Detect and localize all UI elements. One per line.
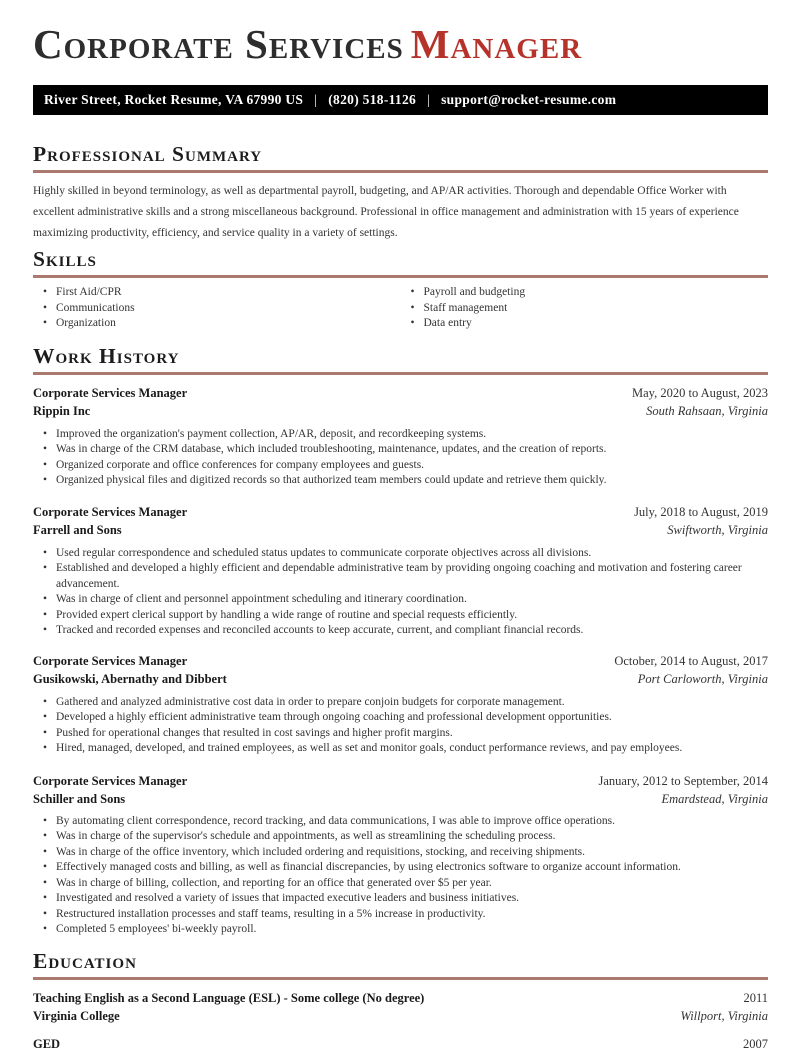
page-title — [33, 21, 768, 67]
education-degree: GED — [33, 1036, 61, 1051]
summary-heading: Professional Summary — [33, 142, 263, 166]
skills-section — [33, 247, 768, 332]
skills-heading: Skills — [33, 247, 97, 271]
contact-address: River Street, Rocket Resume, VA 67990 US — [44, 92, 304, 107]
bullet-item: • Hired, managed, developed, and trained employees, as well as set and monitor goals, conduct performance reviews, and pay employees. — [43, 741, 768, 757]
job-company: Schiller and Sons — [33, 791, 126, 806]
bullet-item: • Established and developed a highly efficient and dependable administrative team by providing ongoing coaching and motivation and fostering career advancement. — [43, 561, 768, 592]
job-title-row — [33, 384, 768, 402]
job-bullet-list — [33, 814, 768, 938]
bullet-item: • Completed 5 employees' bi-weekly payroll. — [43, 922, 768, 938]
bullet-item: • Organized corporate and office conferences for company employees and guests. — [43, 458, 768, 474]
section-rule — [33, 977, 768, 980]
skill-item: • First Aid/CPR — [43, 285, 401, 301]
job-location: Emardstead, Virginia — [661, 791, 768, 806]
skill-item: • Communications — [43, 301, 401, 317]
job-title: Corporate Services Manager — [33, 653, 188, 668]
job-entry — [33, 384, 768, 489]
skills-list — [33, 285, 401, 332]
job-company: Farrell and Sons — [33, 522, 122, 537]
job-entry — [33, 652, 768, 757]
summary-section — [33, 142, 768, 244]
bullet-item: • Was in charge of the office inventory, which included ordering and requisitions, stocking, and receiving shipments. — [43, 845, 768, 861]
job-company-row — [33, 790, 768, 808]
job-bullet-list — [33, 546, 768, 639]
title-primary: Corporate Services — [33, 21, 404, 67]
education-year: 2011 — [743, 990, 768, 1005]
job-title: Corporate Services Manager — [33, 504, 188, 519]
job-title-row — [33, 772, 768, 790]
bullet-item: • Was in charge of billing, collection, and reporting for an office that generated over $5 per year. — [43, 876, 768, 892]
bullet-item: • Gathered and analyzed administrative cost data in order to prepare conjoin budgets for corporate management. — [43, 695, 768, 711]
section-rule — [33, 275, 768, 278]
skill-item: • Organization — [43, 316, 401, 332]
skills-column-right — [401, 285, 769, 332]
job-title: Corporate Services Manager — [33, 773, 188, 788]
education-degree: Teaching English as a Second Language (ESL) - Some college (No degree) — [33, 990, 425, 1005]
bullet-item: • Improved the organization's payment collection, AP/AR, deposit, and recordkeeping systems. — [43, 427, 768, 443]
job-title-row — [33, 503, 768, 521]
bullet-item: • Provided expert clerical support by handling a wide range of routine and special requests efficiently. — [43, 608, 768, 624]
job-company: Gusikowski, Abernathy and Dibbert — [33, 671, 227, 686]
contact-email: support@rocket-resume.com — [441, 92, 617, 107]
job-location: South Rahsaan, Virginia — [646, 403, 768, 418]
education-entry — [33, 1035, 768, 1053]
summary-text: Highly skilled in beyond terminology, as well as departmental payroll, budgeting, and AP/AR activities. Thorough and dependable Office Worker with excellent administrative skills and a strong miscellaneous background. Professional in office management and administration with 15 years of experience maximizing productivity, efficiency, and service quality in a variety of settings. — [33, 185, 739, 239]
skill-item: • Staff management — [411, 301, 769, 317]
contact-bar — [33, 85, 768, 115]
education-school: Virginia College — [33, 1008, 120, 1023]
bullet-item: • By automating client correspondence, record tracking, and data communications, I was able to improve office operations. — [43, 814, 768, 830]
bullet-item: • Used regular correspondence and scheduled status updates to communicate corporate objectives across all divisions. — [43, 546, 768, 562]
bullet-item: • Organized physical files and digitized records so that authorized team members could update and retrieve them quickly. — [43, 473, 768, 489]
section-rule — [33, 170, 768, 173]
education-degree-row — [33, 1035, 768, 1053]
contact-separator: | — [427, 92, 431, 107]
skills-list — [401, 285, 769, 332]
job-bullet-list — [33, 695, 768, 757]
job-dates: July, 2018 to August, 2019 — [634, 504, 768, 519]
job-company-row — [33, 670, 768, 688]
job-entry — [33, 772, 768, 938]
education-location: Willport, Virginia — [680, 1008, 768, 1023]
education-degree-row — [33, 989, 768, 1007]
job-location: Swiftworth, Virginia — [667, 522, 768, 537]
contact-separator: | — [314, 92, 318, 107]
bullet-item: • Tracked and recorded expenses and reconciled accounts to keep accurate, current, and compliant financial records. — [43, 623, 768, 639]
skill-item: • Payroll and budgeting — [411, 285, 769, 301]
section-rule — [33, 372, 768, 375]
work-history-section — [33, 344, 768, 938]
bullet-item: • Effectively managed costs and billing, as well as financial discrepancies, by using electronics software to organize account information. — [43, 860, 768, 876]
job-title: Corporate Services Manager — [33, 385, 188, 400]
job-location: Port Carloworth, Virginia — [637, 671, 768, 686]
skills-columns — [33, 285, 768, 332]
bullet-item: • Pushed for operational changes that resulted in cost savings and higher profit margins. — [43, 726, 768, 742]
education-school-row — [33, 1007, 768, 1025]
job-dates: May, 2020 to August, 2023 — [632, 385, 768, 400]
bullet-item: • Was in charge of the supervisor's schedule and appointments, as well as streamlining the scheduling process. — [43, 829, 768, 845]
work-history-heading: Work History — [33, 343, 180, 368]
job-bullet-list — [33, 427, 768, 489]
bullet-item: • Developed a highly efficient administrative team through ongoing coaching and professional development opportunities. — [43, 710, 768, 726]
contact-phone: (820) 518-1126 — [328, 92, 417, 107]
bullet-item: • Investigated and resolved a variety of issues that impacted executive leaders and business initiatives. — [43, 891, 768, 907]
bullet-item: • Restructured installation processes and staff teams, resulting in a 5% increase in productivity. — [43, 907, 768, 923]
job-company: Rippin Inc — [33, 403, 91, 418]
job-company-row — [33, 402, 768, 420]
education-entry — [33, 989, 768, 1025]
job-dates: January, 2012 to September, 2014 — [598, 773, 768, 788]
skill-item: • Data entry — [411, 316, 769, 332]
education-section — [33, 949, 768, 1053]
job-company-row — [33, 521, 768, 539]
skills-column-left — [33, 285, 401, 332]
education-heading: Education — [33, 948, 137, 973]
bullet-item: • Was in charge of the CRM database, which included troubleshooting, maintenance, updates, and the creation of reports. — [43, 442, 768, 458]
title-accent: Manager — [410, 21, 583, 67]
bullet-item: • Was in charge of client and personnel appointment scheduling and itinerary coordination. — [43, 592, 768, 608]
job-title-row — [33, 652, 768, 670]
job-dates: October, 2014 to August, 2017 — [614, 653, 768, 668]
education-year: 2007 — [743, 1036, 768, 1051]
job-entry — [33, 503, 768, 639]
